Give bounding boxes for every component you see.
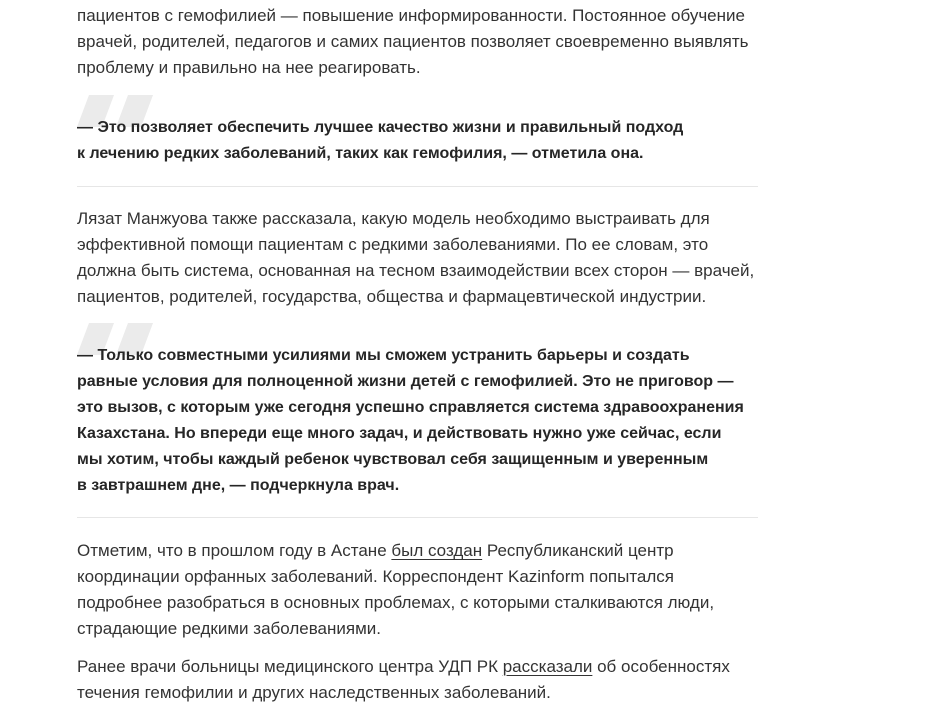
- quote-line: мы хотим, чтобы каждый ребенок чувствовал себя защищенным и уверенным: [77, 451, 709, 468]
- paragraph-text: Отметим, что в прошлом году в Астане: [77, 541, 392, 560]
- paragraph-line: эффективной помощи пациентам с редкими заболеваниями. По ее словам, это: [77, 235, 709, 254]
- article-paragraph: [77, 538, 758, 642]
- quote-line: это вызов, с которым уже сегодня успешно справляется система здравоохранения: [77, 399, 744, 416]
- article-paragraph: [77, 206, 758, 310]
- paragraph-line: врачей, родителей, педагогов и самих пациентов позволяет своевременно выявлять: [77, 32, 749, 51]
- quote-line: к лечению редких заболеваний, таких как гемофилия, — отметила она.: [77, 145, 644, 162]
- paragraph-line: координации орфанных заболеваний. Корреспондент Kazinform попытался: [77, 567, 674, 586]
- paragraph-line: Лязат Манжуова также рассказала, какую модель необходимо выстраивать для: [77, 209, 710, 228]
- article-link-center-created[interactable]: был создан: [391, 541, 483, 560]
- paragraph-text: Ранее врачи больницы медицинского центра УДП РК: [77, 657, 503, 676]
- paragraph-line: [77, 654, 758, 680]
- paragraph-line: течения гемофилии и других наследственных заболеваний.: [77, 683, 551, 702]
- quote-line: в завтрашнем дне, — подчеркнула врач.: [77, 477, 400, 494]
- paragraph-line: [77, 538, 758, 564]
- article-paragraph: [77, 3, 758, 81]
- quote-line: равные условия для полноценной жизни детей с гемофилией. Это не приговор —: [77, 373, 734, 390]
- divider: [77, 517, 758, 518]
- paragraph-text: Республиканский центр: [482, 541, 674, 560]
- article-body: [77, 3, 758, 706]
- paragraph-line: пациентов с гемофилией — повышение информированности. Постоянное обучение: [77, 6, 745, 25]
- paragraph-line: должна быть система, основанная на тесном взаимодействии всех сторон — врачей,: [77, 261, 755, 280]
- quote-line: — Это позволяет обеспечить лучшее качество жизни и правильный подход: [77, 119, 684, 136]
- paragraph-line: страдающие редкими заболеваниями.: [77, 619, 382, 638]
- article-link-doctors-told[interactable]: рассказали: [502, 657, 593, 676]
- paragraph-text: об особенностях: [592, 657, 730, 676]
- quote-text: [77, 343, 758, 499]
- quote-line: — Только совместными усилиями мы сможем устранить барьеры и создать: [77, 347, 690, 364]
- paragraph-line: пациентов, родителей, государства, общества и фармацевтической индустрии.: [77, 287, 707, 306]
- quote-text: [77, 115, 758, 167]
- blockquote: [77, 343, 758, 499]
- blockquote: [77, 115, 758, 167]
- divider: [77, 186, 758, 187]
- paragraph-line: подробнее разобраться в основных проблемах, с которыми сталкиваются люди,: [77, 593, 715, 612]
- article-paragraph: [77, 654, 758, 706]
- paragraph-line: проблему и правильно на нее реагировать.: [77, 58, 421, 77]
- quote-line: Казахстана. Но впереди еще много задач, и действовать нужно уже сейчас, если: [77, 425, 722, 442]
